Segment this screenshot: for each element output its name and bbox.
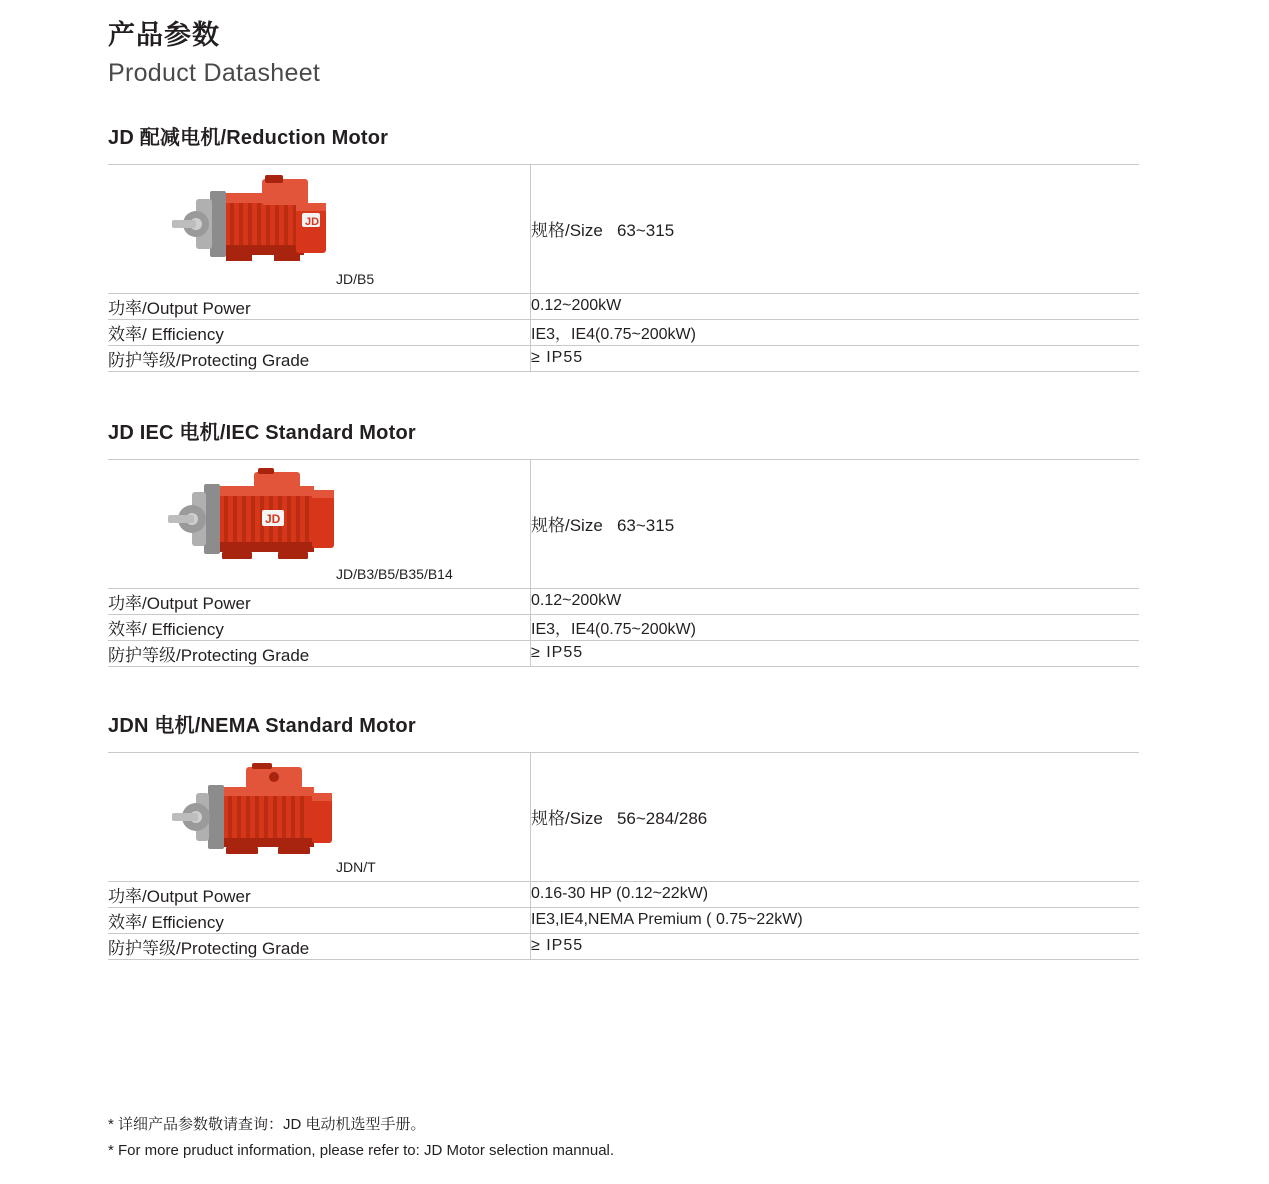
row-label: 功率/Output Power: [108, 588, 531, 614]
reduction-motor-icon: [166, 173, 356, 277]
row-label: 防护等级/Protecting Grade: [108, 345, 531, 371]
nema-motor-icon: [166, 761, 356, 865]
spec-table: [108, 752, 1139, 960]
row-value: IE3，IE4(0.75~200kW): [531, 614, 1140, 640]
size-label: 规格/Size: [531, 516, 603, 536]
table-row: [108, 588, 1139, 614]
row-value: 0.16-30 HP (0.12~22kW): [531, 881, 1140, 907]
row-label: 功率/Output Power: [108, 293, 531, 319]
spec-table: [108, 459, 1139, 667]
table-row: [108, 881, 1139, 907]
row-value: 0.12~200kW: [531, 293, 1140, 319]
row-label: 效率/ Efficiency: [108, 319, 531, 345]
size-value-cell: [531, 164, 1140, 293]
row-label: 防护等级/Protecting Grade: [108, 933, 531, 959]
table-row: [108, 293, 1139, 319]
row-label: 效率/ Efficiency: [108, 907, 531, 933]
table-row: [108, 345, 1139, 371]
table-row: [108, 459, 1139, 588]
row-label: 功率/Output Power: [108, 881, 531, 907]
size-value: 63~315: [616, 516, 675, 536]
page-title-cn: 产品参数: [108, 20, 220, 50]
size-value: 56~284/286: [616, 809, 708, 829]
svg-text:JD: JD: [265, 511, 281, 526]
row-value: IE3,IE4,NEMA Premium ( 0.75~22kW): [531, 907, 1140, 933]
size-value-cell: [531, 459, 1140, 588]
row-value: ≥ IP55: [531, 640, 1140, 666]
footnote-cn: * 详细产品参数敬请查询：JD 电动机选型手册。: [108, 1116, 426, 1133]
motor-illustration: [108, 753, 530, 881]
table-row: [108, 640, 1139, 666]
footnote-en: * For more pruduct information, please refer to: JD Motor selection mannual.: [108, 1142, 615, 1160]
table-row: [108, 752, 1139, 881]
table-row: [108, 933, 1139, 959]
size-label: 规格/Size: [531, 221, 603, 241]
table-row: [108, 614, 1139, 640]
section-nema-motor: [0, 709, 1269, 960]
section-iec-motor: [0, 416, 1269, 667]
table-row: [108, 164, 1139, 293]
spec-table: [108, 164, 1139, 372]
row-value: IE3，IE4(0.75~200kW): [531, 319, 1140, 345]
section-heading: JD IEC 电机/IEC Standard Motor: [108, 421, 416, 444]
row-value: 0.12~200kW: [531, 588, 1140, 614]
iec-motor-icon: [166, 468, 356, 572]
row-label: 效率/ Efficiency: [108, 614, 531, 640]
motor-illustration: [108, 460, 530, 588]
size-value-cell: [531, 752, 1140, 881]
section-heading: JD 配减电机/Reduction Motor: [108, 126, 389, 149]
svg-text:JD: JD: [305, 215, 320, 228]
size-value: 63~315: [616, 221, 675, 241]
motor-caption: JD/B5: [336, 270, 375, 287]
section-heading: JDN 电机/NEMA Standard Motor: [108, 714, 416, 737]
motor-image-cell: [108, 459, 531, 588]
table-row: [108, 907, 1139, 933]
table-row: [108, 319, 1139, 345]
motor-caption: JDN/T: [336, 858, 376, 875]
motor-image-cell: [108, 752, 531, 881]
page-header: [0, 18, 1269, 91]
section-reduction-motor: [0, 121, 1269, 372]
row-label: 防护等级/Protecting Grade: [108, 640, 531, 666]
motor-caption: JD/B3/B5/B35/B14: [336, 565, 453, 582]
motor-illustration: [108, 165, 530, 293]
footnotes: [108, 1112, 614, 1165]
page-title-en: Product Datasheet: [108, 59, 321, 88]
row-value: ≥ IP55: [531, 933, 1140, 959]
row-value: ≥ IP55: [531, 345, 1140, 371]
size-label: 规格/Size: [531, 809, 603, 829]
motor-image-cell: [108, 164, 531, 293]
